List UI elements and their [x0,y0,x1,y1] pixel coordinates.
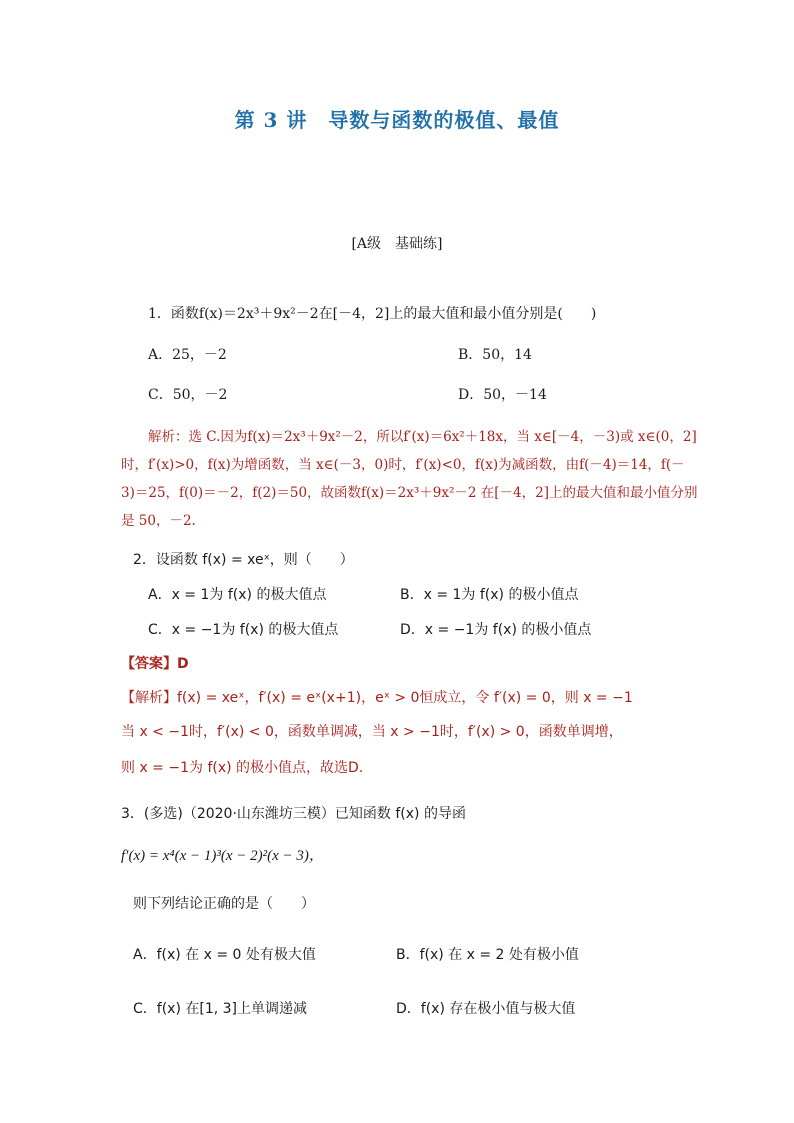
q2-stem: 2．设函数 f(x) = xeˣ，则（ ） [133,552,354,568]
q2-answer: 【答案】D [121,656,189,672]
q1-stem: 1．函数f(x)＝2x³＋9x²－2在[－4，2]上的最大值和最小值分别是( ) [148,306,597,322]
q3-prompt: 则下列结论正确的是（ ） [133,896,315,912]
q1-option-d: D．50，－14 [458,387,547,403]
q3-option-a: A．f(x) 在 x = 0 处有极大值 [133,947,316,963]
q2-option-a: A．x = 1为 f(x) 的极大值点 [148,587,327,603]
q1-solution-line: 是 50，－2. [121,513,196,529]
q3-option-c: C．f(x) 在[1, 3]上单调递减 [133,1001,308,1017]
q2-analysis-line: 当 x < −1时，f′(x) < 0，函数单调减，当 x > −1时，f′(x) > 0，函数单调增， [121,724,623,740]
section-heading: [A级 基础练] [351,236,443,252]
q3-stem: 3．(多选)（2020·山东潍坊三模）已知函数 f(x) 的导函 [121,806,466,822]
q1-solution-line: 时，f′(x)>0，f(x)为增函数，当 x∈(－3，0)时，f′(x)<0，f(x)为减函数，由f(－4)＝14，f(－ [121,457,685,473]
q2-analysis-line: 【解析】f(x) = xeˣ，f′(x) = eˣ(x+1)，eˣ > 0恒成立，令 f′(x) = 0，则 x = −1 [121,690,633,706]
q2-option-c: C．x = −1为 f(x) 的极大值点 [148,622,339,638]
q1-solution-line: 解析：选 C.因为f(x)＝2x³＋9x²－2，所以f′(x)＝6x²＋18x，当 x∈[－4，－3)或 x∈(0，2] [148,429,697,445]
q2-analysis-line: 则 x = −1为 f(x) 的极小值点，故选D. [121,760,364,776]
page-title: 第 3 讲 导数与函数的极值、最值 [234,108,560,132]
q1-option-c: C．50，－2 [148,387,228,403]
q2-option-d: D．x = −1为 f(x) 的极小值点 [400,622,592,638]
q1-solution-line: 3)＝25，f(0)＝－2，f(2)＝50，故函数f(x)＝2x³＋9x²－2 在[－4，2]上的最大值和最小值分别 [121,485,698,501]
q3-option-d: D．f(x) 存在极小值与极大值 [396,1001,576,1017]
q1-option-b: B．50，14 [458,347,532,363]
q3-formula: f′(x) = x⁴(x − 1)³(x − 2)²(x − 3)， [121,848,324,864]
q3-option-b: B．f(x) 在 x = 2 处有极小值 [396,947,579,963]
q2-option-b: B．x = 1为 f(x) 的极小值点 [400,587,579,603]
q1-option-a: A．25，－2 [148,347,227,363]
